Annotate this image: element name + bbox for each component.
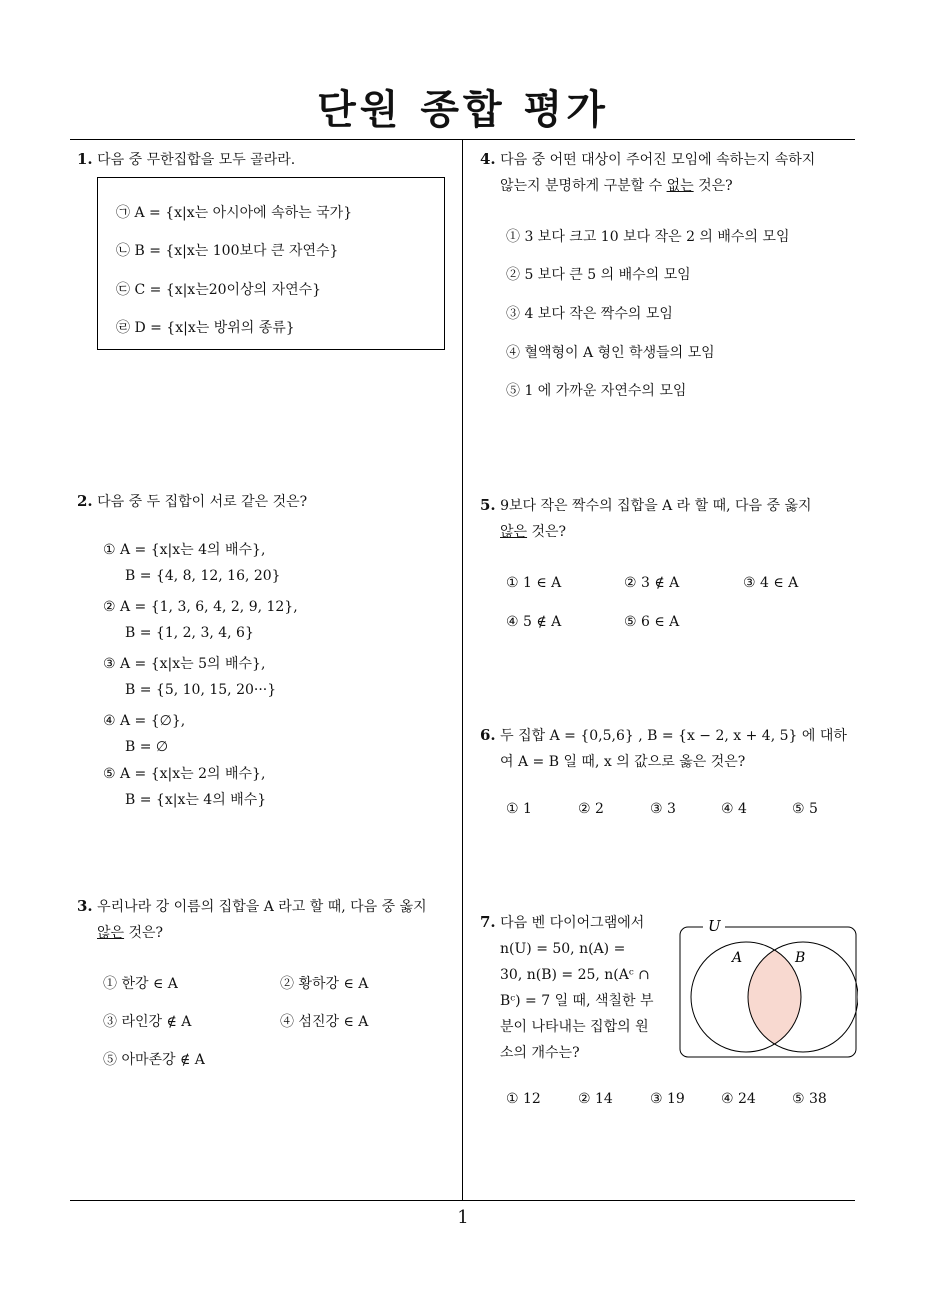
choice-option[interactable]: ⑤ 5 (792, 801, 818, 817)
choice-option[interactable]: ① 1 (506, 801, 532, 817)
choice-option[interactable]: ① 한강 ∈ A (103, 976, 178, 992)
question-text-line: n(U) = 50, n(A) = (500, 941, 626, 957)
choice-option[interactable]: ⑤ 38 (792, 1091, 827, 1107)
choice-option-line2: B = ∅ (125, 739, 169, 755)
question-number: 2. (77, 492, 93, 510)
question-text-line: 소의 개수는? (500, 1045, 580, 1061)
question-text-cont: 않는지 분명하게 구분할 수 (500, 178, 667, 194)
question-text-cont: 것은? (124, 925, 164, 941)
question-text: 다음 중 어떤 대상이 주어진 모임에 속하는지 속하지 (500, 152, 816, 168)
choice-option[interactable]: ④ 혈액형이 A 형인 학생들의 모임 (506, 345, 715, 361)
choice-option[interactable]: ② 14 (578, 1091, 613, 1107)
choice-option[interactable]: ② 2 (578, 801, 604, 817)
choice-option[interactable]: ③ 3 (650, 801, 676, 817)
question-text: 우리나라 강 이름의 집합을 A 라고 할 때, 다음 중 옳지 (97, 899, 427, 915)
choice-option-line2: B = {5, 10, 15, 20···} (125, 682, 277, 698)
question-text-line: Bᶜ) = 7 일 때, 색칠한 부 (500, 993, 654, 1009)
question-number: 3. (77, 897, 93, 915)
venn-diagram (678, 915, 858, 1060)
bottom-divider (70, 1200, 855, 1201)
choice-option[interactable]: ④ 5 ∉ A (506, 614, 562, 630)
question-text-cont2: 것은? (693, 178, 733, 194)
question-number: 6. (480, 726, 496, 744)
choice-option[interactable]: ⑤ 6 ∈ A (624, 614, 680, 630)
choice-option[interactable]: ⑤ 아마존강 ∉ A (103, 1052, 205, 1068)
set-item: ㉡ B = {x|x는 100보다 큰 자연수} (116, 243, 339, 259)
set-item: ㉠ A = {x|x는 아시아에 속하는 국가} (116, 205, 353, 221)
question-text: 두 집합 A = {0,5,6} , B = {x − 2, x + 4, 5} 에 대하 (500, 728, 847, 744)
set-item: ㉢ C = {x|x는20이상의 자연수} (116, 282, 322, 298)
choice-option[interactable]: ① 1 ∈ A (506, 575, 562, 591)
choice-option[interactable]: ③ 4 ∈ A (743, 575, 799, 591)
choice-option[interactable]: ④ 4 (721, 801, 747, 817)
set-item: ㉣ D = {x|x는 방위의 종류} (116, 320, 295, 336)
page-number: 1 (457, 1207, 469, 1228)
choice-option[interactable]: ② 5 보다 큰 5 의 배수의 모임 (506, 267, 691, 283)
question-text-line: 30, n(B) = 25, n(Aᶜ ∩ (500, 967, 650, 983)
question-text-cont: 여 A = B 일 때, x 의 값으로 옳은 것은? (500, 754, 746, 770)
question-number: 5. (480, 496, 496, 514)
choice-option[interactable]: ③ A = {x|x는 5의 배수}, (103, 656, 266, 672)
choice-option[interactable]: ④ 24 (721, 1091, 756, 1107)
choice-option[interactable]: ① 3 보다 크고 10 보다 작은 2 의 배수의 모임 (506, 229, 790, 245)
choice-option[interactable]: ⑤ A = {x|x는 2의 배수}, (103, 766, 266, 782)
underlined-word: 않은 (97, 925, 125, 941)
question-text: 9보다 작은 짝수의 집합을 A 라 할 때, 다음 중 옳지 (500, 498, 812, 514)
question-number: 1. (77, 150, 93, 168)
question-5 (480, 492, 860, 545)
choice-option[interactable]: ② A = {1, 3, 6, 4, 2, 9, 12}, (103, 599, 298, 615)
choice-option[interactable]: ② 3 ∉ A (624, 575, 680, 591)
choice-option[interactable]: ④ 섬진강 ∈ A (280, 1014, 369, 1030)
choice-option[interactable]: ③ 19 (650, 1091, 685, 1107)
choice-option-line2: B = {1, 2, 3, 4, 6} (125, 625, 254, 641)
choice-option[interactable]: ① 12 (506, 1091, 541, 1107)
choice-option[interactable]: ④ A = {∅}, (103, 713, 186, 729)
question-2 (77, 488, 457, 515)
question-text-line: 다음 벤 다이어그램에서 (500, 915, 645, 931)
question-number: 7. (480, 913, 496, 931)
question-3 (77, 893, 457, 946)
question-text-line: 분이 나타내는 집합의 원 (500, 1019, 649, 1035)
choice-option[interactable]: ③ 4 보다 작은 짝수의 모임 (506, 306, 673, 322)
underlined-word: 없는 (666, 178, 694, 194)
choice-option-line2: B = {x|x는 4의 배수} (125, 792, 267, 808)
column-divider (462, 139, 463, 1201)
question-text: 다음 중 두 집합이 서로 같은 것은? (97, 494, 308, 510)
question-7 (480, 909, 670, 1066)
question-6 (480, 722, 860, 775)
label-a: A (732, 950, 743, 966)
label-b: B (795, 950, 806, 966)
choice-option[interactable]: ② 황하강 ∈ A (280, 976, 369, 992)
underlined-word: 않은 (500, 524, 528, 540)
question-4 (480, 146, 860, 199)
choice-option[interactable]: ① A = {x|x는 4의 배수}, (103, 542, 266, 558)
choice-option[interactable]: ⑤ 1 에 가까운 자연수의 모임 (506, 383, 687, 399)
question-text: 다음 중 무한집합을 모두 골라라. (97, 152, 296, 168)
choice-option-line2: B = {4, 8, 12, 16, 20} (125, 568, 281, 584)
choice-option[interactable]: ③ 라인강 ∉ A (103, 1014, 192, 1030)
page-title: 단원 종합 평가 (317, 87, 609, 133)
question-number: 4. (480, 150, 496, 168)
label-u: U (708, 917, 721, 935)
question-text-cont: 것은? (527, 524, 567, 540)
question-1 (77, 146, 457, 173)
